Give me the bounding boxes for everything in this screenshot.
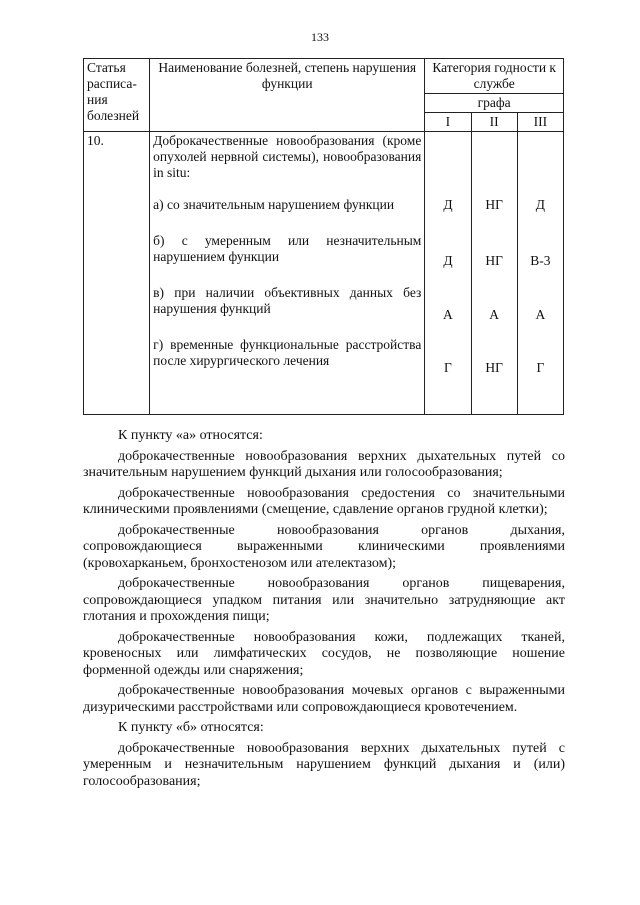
article-number: 10. bbox=[84, 132, 150, 415]
paragraph-b-heading: К пункту «б» относятся: bbox=[118, 720, 264, 735]
grade-g-1: Г bbox=[444, 360, 452, 375]
header-col-2: II bbox=[471, 113, 517, 132]
paragraph-a-item-1: доброкачественные новообразования верхних дыхательных путей со значительным нарушением функций дыхания или голосообразования; bbox=[83, 448, 565, 480]
grade-g-3: Г bbox=[536, 360, 545, 375]
paragraph-a-item-3: доброкачественные новообразования органов дыхания, сопровождающиеся выраженными клиническими проявлениями (кровохарканьем, бронхостенозом или ателектазом); bbox=[83, 522, 565, 571]
subitem-v-text: в) при наличии объективных данных без нарушения функций bbox=[153, 285, 422, 316]
grade-g-2: НГ bbox=[485, 360, 503, 375]
grade-column-1 bbox=[425, 132, 471, 415]
paragraph-b-item-1: доброкачественные новообразования верхних дыхательных путей с умеренным и незначительным нарушением функций дыхания и (или) голосообразования; bbox=[83, 740, 565, 789]
subitem-a-text: а) со значительным нарушением функции bbox=[153, 197, 395, 212]
explanatory-text bbox=[83, 428, 565, 790]
disease-intro: Доброкачественные новообразования (кроме опухолей нервной системы), новообразования in situ: bbox=[153, 133, 422, 180]
grade-b-1: Д bbox=[443, 253, 453, 268]
grade-a-1: Д bbox=[443, 197, 453, 212]
table-row-article-10 bbox=[84, 132, 564, 415]
grade-b-3: В-3 bbox=[530, 253, 551, 268]
header-col-1: I bbox=[425, 113, 471, 132]
grade-v-1: А bbox=[443, 307, 453, 322]
paragraph-a-item-5: доброкачественные новообразования кожи, подлежащих тканей, кровеносных или лимфатических сосудов, не позволяющие ношение форменной одежды или снаряжения; bbox=[83, 629, 565, 678]
subitem-g-text: г) временные функциональные расстройства после хирургического лечения bbox=[153, 337, 422, 368]
header-col-3: III bbox=[517, 113, 563, 132]
header-name: Наименование болезней, степень нарушения функции bbox=[150, 59, 425, 132]
table-header-row bbox=[84, 59, 564, 94]
grade-a-3: Д bbox=[535, 197, 545, 212]
grade-column-2 bbox=[471, 132, 517, 415]
subitem-b-text: б) с умеренным или незначительным нарушением функции bbox=[153, 233, 422, 264]
disease-schedule-table bbox=[83, 58, 564, 415]
grade-b-2: НГ bbox=[485, 253, 503, 268]
header-article: Статья расписа-ния болезней bbox=[84, 59, 150, 132]
paragraph-a-item-2: доброкачественные новообразования средостения со значительными клиническими проявлениями (смещение, сдавление органов грудной клетки); bbox=[83, 485, 565, 517]
page-number: 133 bbox=[311, 30, 329, 44]
paragraph-a-item-6: доброкачественные новообразования мочевых органов с выраженными дизурическими расстройствами или сопровождающиеся кровотечением. bbox=[83, 683, 565, 715]
grade-column-3 bbox=[517, 132, 563, 415]
paragraph-a-heading: К пункту «а» относятся: bbox=[118, 428, 263, 443]
header-grade: графа bbox=[425, 94, 564, 113]
paragraph-a-item-4: доброкачественные новообразования органов пищеварения, сопровождающиеся упадком питания или значительно затрудняющие акт глотания и прохождения пищи; bbox=[83, 576, 565, 624]
grade-v-2: А bbox=[489, 307, 499, 322]
grade-a-2: НГ bbox=[485, 197, 503, 212]
grade-v-3: А bbox=[535, 307, 546, 322]
disease-description bbox=[150, 132, 425, 415]
header-category: Категория годности к службе bbox=[425, 59, 564, 94]
